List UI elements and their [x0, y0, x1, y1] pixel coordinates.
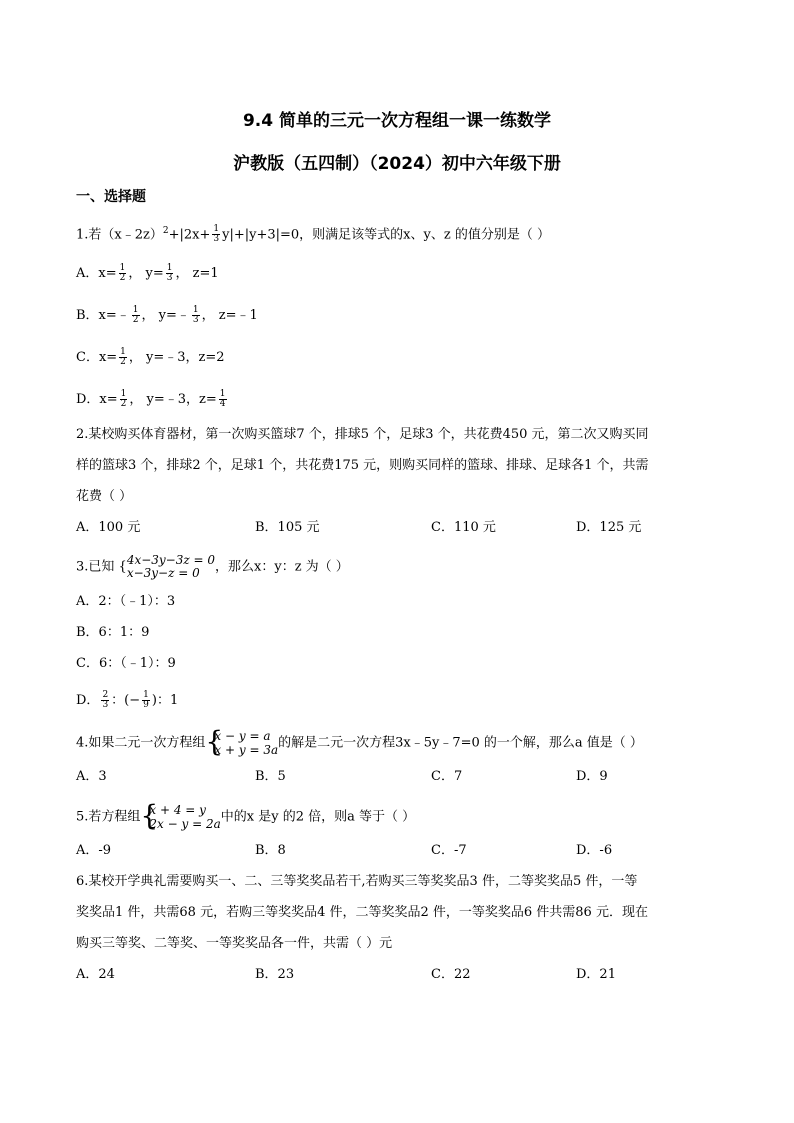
- document-title: 9.4 简单的三元一次方程组一课一练数学: [242, 111, 552, 131]
- question-2-option-b[interactable]: B．105 元: [255, 520, 320, 535]
- question-6-line-1: 6.某校开学典礼需要购买一、二、三等奖奖品若干,若购买三等奖奖品3 件，二等奖奖品5 件，一等: [76, 874, 638, 889]
- question-5-option-c[interactable]: C．-7: [431, 843, 467, 858]
- question-4-equation-system: { x − y = a x + y = 3a: [205, 725, 279, 758]
- question-3-equation-1: 4x−3y−3z = 0: [126, 553, 216, 567]
- question-3-option-d[interactable]: D． $\frac{2}{3}$ ：(− $\frac{1}{9}$ )：1: [76, 690, 179, 710]
- question-3-equation-2: x−3y−z = 0: [126, 566, 200, 580]
- question-3-option-c[interactable]: C．6：（﹣1）：9: [76, 656, 176, 671]
- question-4-option-d[interactable]: D．9: [576, 769, 608, 784]
- question-2-line-2: 样的篮球3 个，排球2 个，足球1 个，共花费175 元，则购买同样的篮球、排球、足球各1 个，共需: [76, 458, 649, 473]
- question-2-option-c[interactable]: C．110 元: [431, 520, 496, 535]
- question-2-option-a[interactable]: A．100 元: [76, 520, 141, 535]
- question-1-option-d[interactable]: D．x= $\frac{1}{2}$ ， y=﹣3，z= $\frac{1}{4}$: [76, 389, 226, 409]
- question-5-equation-system: { x + 4 = y 2x − y = 2a: [140, 799, 221, 832]
- question-4-option-b[interactable]: B．5: [255, 769, 286, 784]
- question-6-line-3: 购买三等奖、二等奖、一等奖奖品各一件，共需（ ）元: [76, 936, 393, 951]
- question-2-line-1: 2.某校购买体育器材，第一次购买篮球7 个，排球5 个，足球3 个，共花费450 元，第二次又购买同: [76, 427, 649, 442]
- question-2-line-3: 花费（ ）: [76, 489, 133, 504]
- question-4-stem: 4.如果二元一次方程组 { x − y = a x + y = 3a 的解是二元一次方程3x﹣5y﹣7=0 的一个解，那么a 值是（ ）: [76, 725, 643, 758]
- question-6-option-c[interactable]: C．22: [431, 967, 471, 982]
- question-3-stem: 3.已知 { 4x−3y−3z = 0 x−3y−z = 0 ，那么x：y：z 为（ ）: [76, 553, 349, 580]
- question-3-option-b[interactable]: B．6：1：9: [76, 625, 150, 640]
- question-5-option-b[interactable]: B．8: [255, 843, 286, 858]
- question-4-option-c[interactable]: C．7: [431, 769, 463, 784]
- question-5-stem: 5.若方程组 { x + 4 = y 2x − y = 2a 中的x 是y 的2 倍，则a 等于（ ）: [76, 799, 416, 832]
- question-6-line-2: 奖奖品1 件，共需68 元，若购三等奖奖品4 件，二等奖奖品2 件，一等奖奖品6 件共需86 元．现在: [76, 905, 648, 920]
- question-1-option-c[interactable]: C．x= $\frac{1}{2}$ ， y=﹣3，z=2: [76, 347, 225, 367]
- section-heading-choice: 一、选择题: [76, 189, 146, 205]
- question-5-option-a[interactable]: A．-9: [76, 843, 112, 858]
- question-2-option-d[interactable]: D．125 元: [576, 520, 642, 535]
- question-6-option-d[interactable]: D．21: [576, 967, 616, 982]
- question-6-option-a[interactable]: A．24: [76, 967, 115, 982]
- question-1-option-a[interactable]: A．x= $\frac{1}{2}$ ， y= $\frac{1}{3}$ ， z=1: [76, 263, 219, 283]
- question-3-option-a[interactable]: A．2：（﹣1）：3: [76, 594, 176, 609]
- question-1-option-b[interactable]: B．x=﹣ $\frac{1}{2}$ ， y=﹣ $\frac{1}{3}$ ， z=﹣1: [76, 305, 258, 325]
- question-5-option-d[interactable]: D．-6: [576, 843, 613, 858]
- question-6-option-b[interactable]: B．23: [255, 967, 295, 982]
- question-4-option-a[interactable]: A．3: [76, 769, 107, 784]
- question-1-stem: 1.若（x﹣2z）$^2$+|2x+ $\frac{1}{3}$ y|+|y+3|=0，则满足该等式的x、y、z 的值分别是（ ）: [76, 224, 550, 245]
- document-subtitle: 沪教版（五四制）（2024）初中六年级下册: [233, 154, 561, 174]
